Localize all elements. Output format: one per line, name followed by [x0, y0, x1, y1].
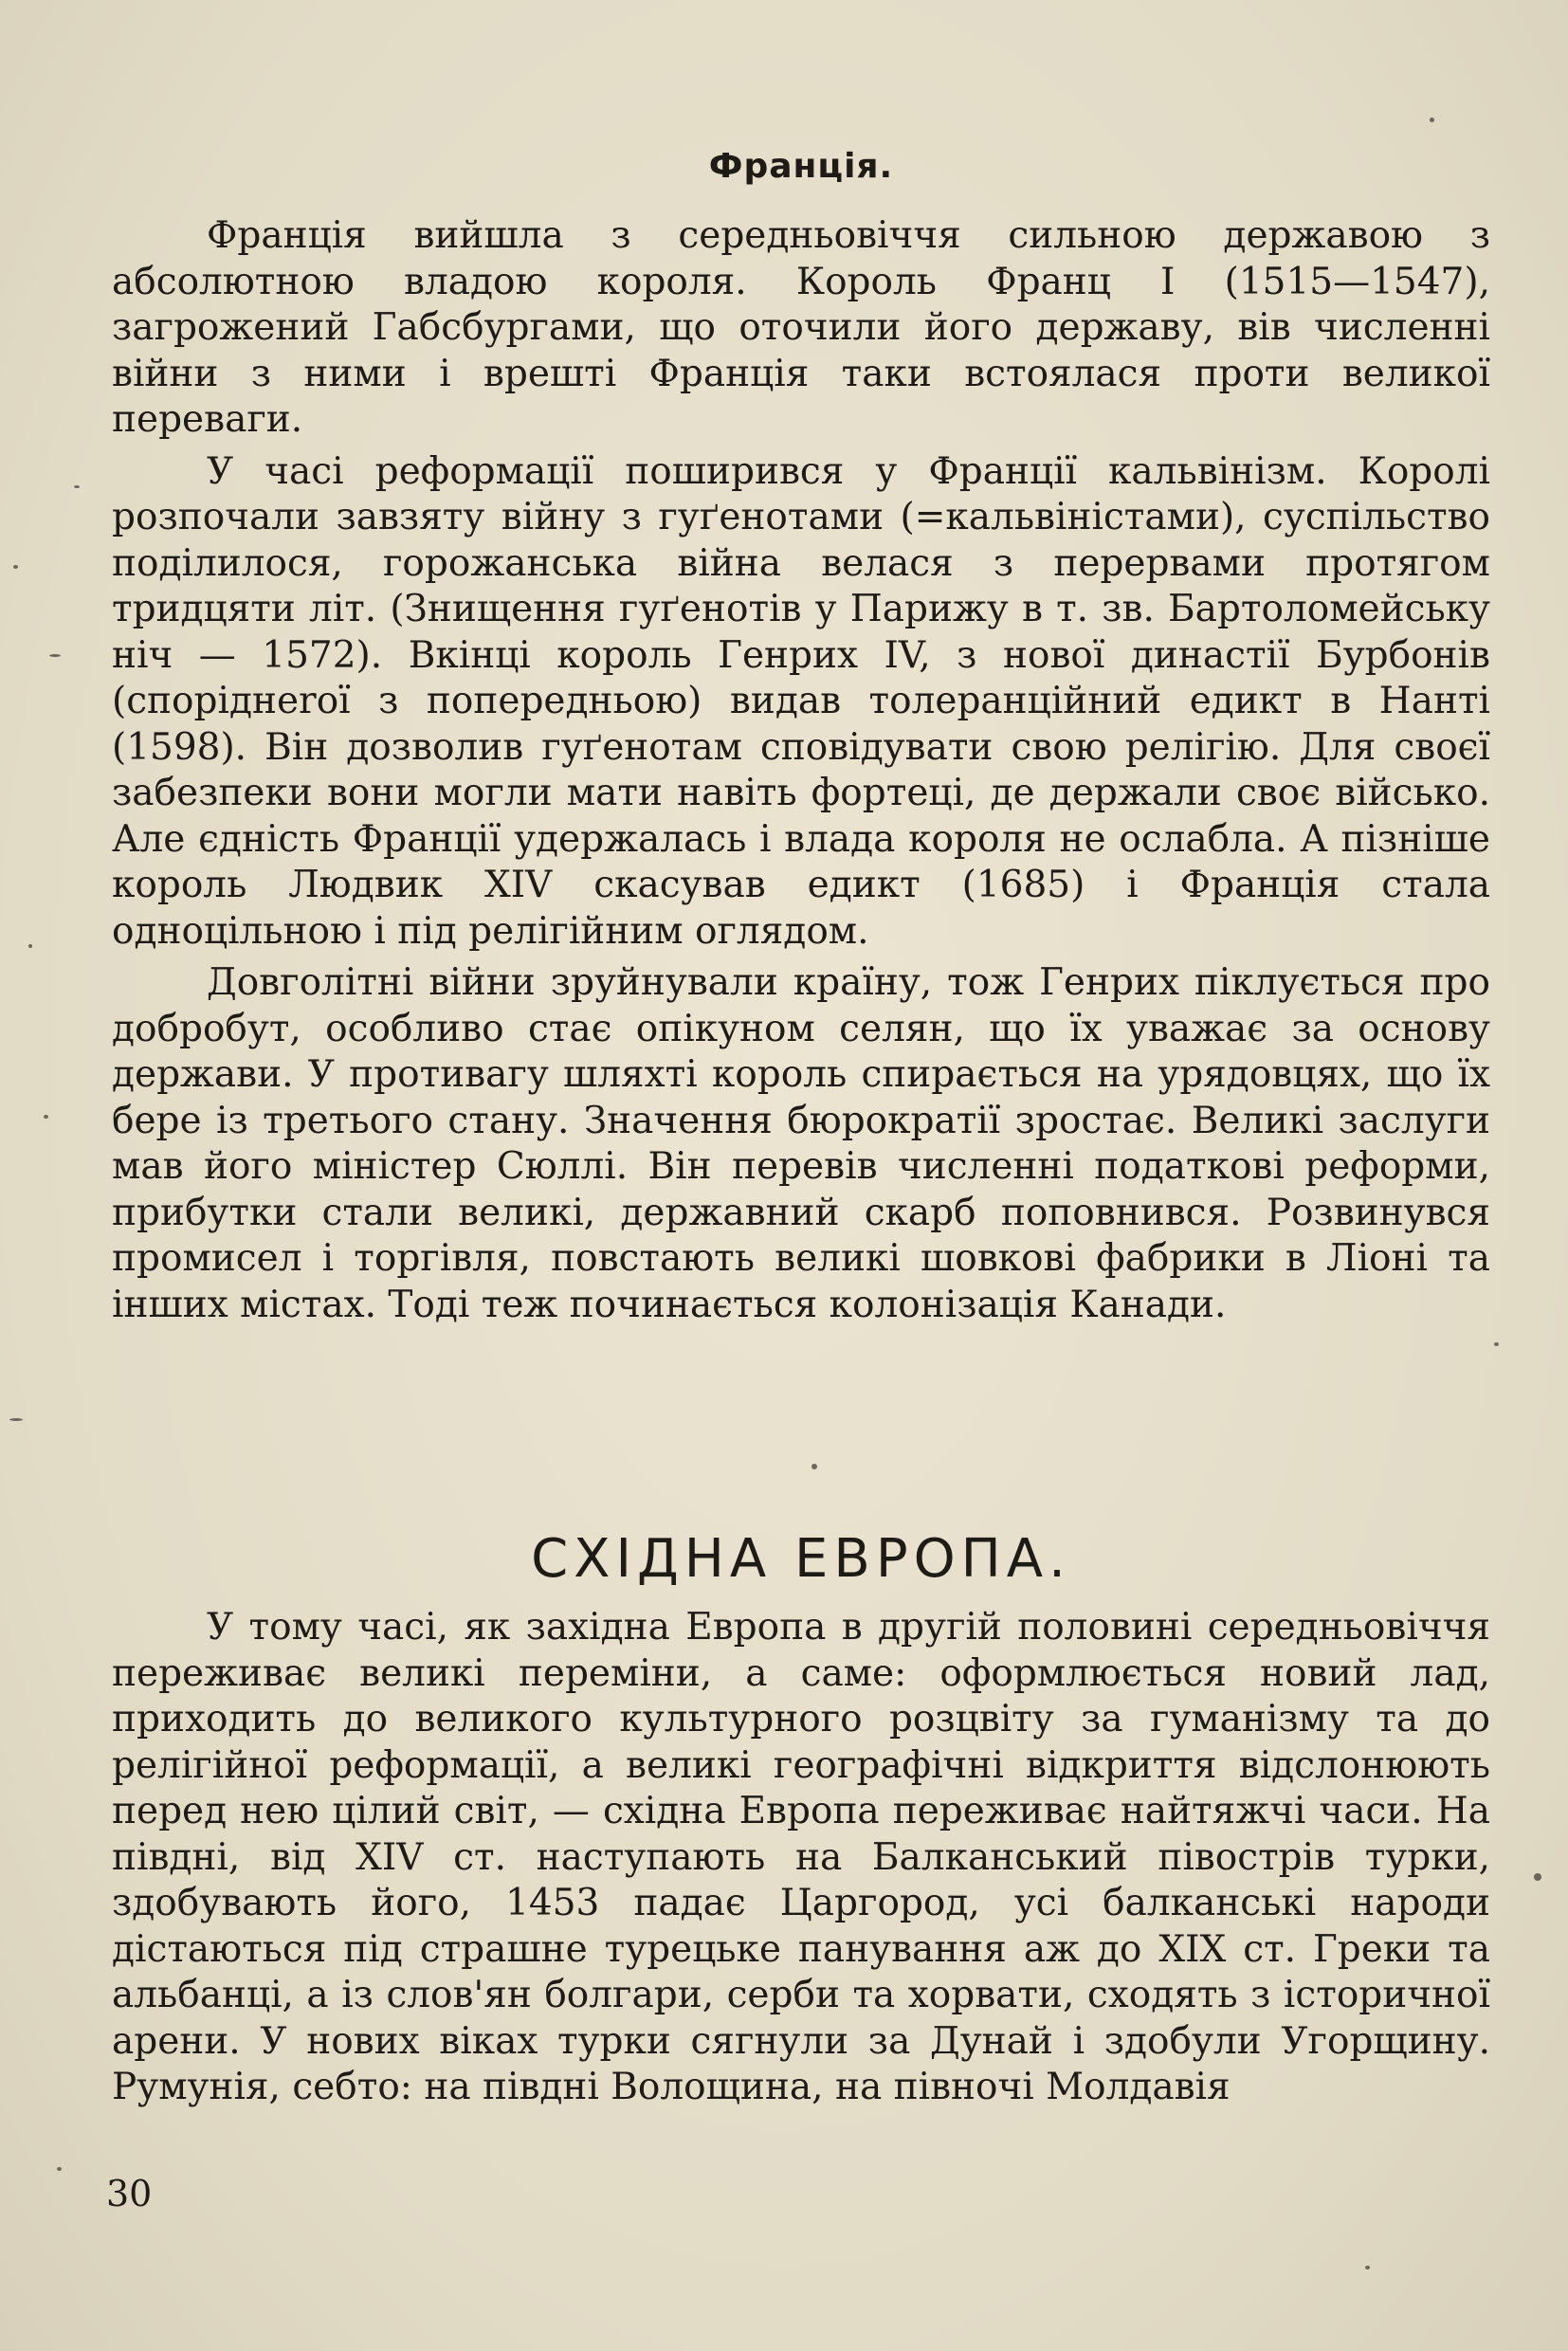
east-europe-text-block — [112, 1605, 1490, 2117]
print-speck — [811, 1464, 817, 1469]
print-speck — [1430, 118, 1434, 122]
section-heading-france: Франція. — [708, 147, 894, 186]
france-text-block — [112, 213, 1490, 1334]
print-speck — [13, 565, 18, 569]
east-europe-paragraph-1: У тому часі, як західна Европа в другій половині середньовіччя переживає великі переміни, а саме: оформлюється новий лад, приходить до великого культурного розцвіту за гуманізму та до релігійної реформації, а великі географічні відкриття відслонюють перед нею цілий світ, — східна Европа переживає найтяжчі часи. На півдні, від XIV ст. наступають на Балканський півострів турки, здобувають його, 1453 падає Царгород, усі балканські народи дістаються під страшне турецьке панування аж до XIX ст. Греки та альбанці, а із слов'ян болгари, серби та хорвати, сходять з історичної арени. У нових віках турки сягнули за Дунай і здобули Угорщину. Румунія, себто: на півдні Волощина, на півночі Молдавія — [112, 1606, 1490, 2108]
page-number: 30 — [106, 2173, 153, 2214]
print-speck — [28, 944, 32, 948]
france-paragraph-2: У часі реформації поширився у Франції кальвінізм. Королі розпочали завзяту війну з гуґенотами (=кальвіністами), суспільство поділилося, горожанська війна велася з перервами протягом тридцяти літ. (Знищення гуґенотів у Парижу в т. зв. Бартоломейську ніч — 1572). Вкінці король Генрих IV, з нової династії Бурбонів (споріднеrої з попередньою) видав толеранційний едикт в Нанті (1598). Він дозволив гуґенотам сповідувати свою релігію. Для своєї забезпеки вони могли мати навіть фортеці, де держали своє військо. Але єдність Франції удержалась і влада короля не ослабла. А пізніше король Людвик XIV скасував едикт (1685) і Франція стала одноцільною і під релігійним оглядом. — [112, 449, 1490, 953]
print-speck — [1534, 1873, 1541, 1881]
print-speck — [9, 1418, 23, 1421]
print-speck — [57, 2167, 62, 2171]
france-paragraph-1: Франція вийшла з середньовіччя сильною державою з абсолютною владою короля. Король Франц І (1515—1547), загрожений Габсбургами, що оточили його державу, вів численні війни з ними і врешті Франція таки встоялася проти великої переваги. — [112, 214, 1490, 441]
section-heading-east-europe: СХІДНА ЕВРОПА. — [531, 1528, 1071, 1590]
print-speck — [49, 654, 61, 657]
print-speck — [1365, 2266, 1370, 2269]
print-speck — [74, 485, 80, 488]
print-speck — [44, 1115, 48, 1119]
print-speck — [1494, 1342, 1499, 1346]
france-paragraph-3: Довголітні війни зруйнували країну, тож Генрих піклується про добробут, особливо стає опікуном селян, що їх уважає за основу держави. У противагу шляхті король спирається на урядовцях, що їх бере із третього стану. Значення бюрократії зростає. Великі заслуги мав його міністер Сюллі. Він перевів численні податкові реформи, прибутки стали великі, державний скарб поповнився. Розвинувся промисел і торгівля, повстають великі шовкові фабрики в Ліоні та інших містах. Тоді теж починається колонізація Канади. — [112, 961, 1490, 1326]
